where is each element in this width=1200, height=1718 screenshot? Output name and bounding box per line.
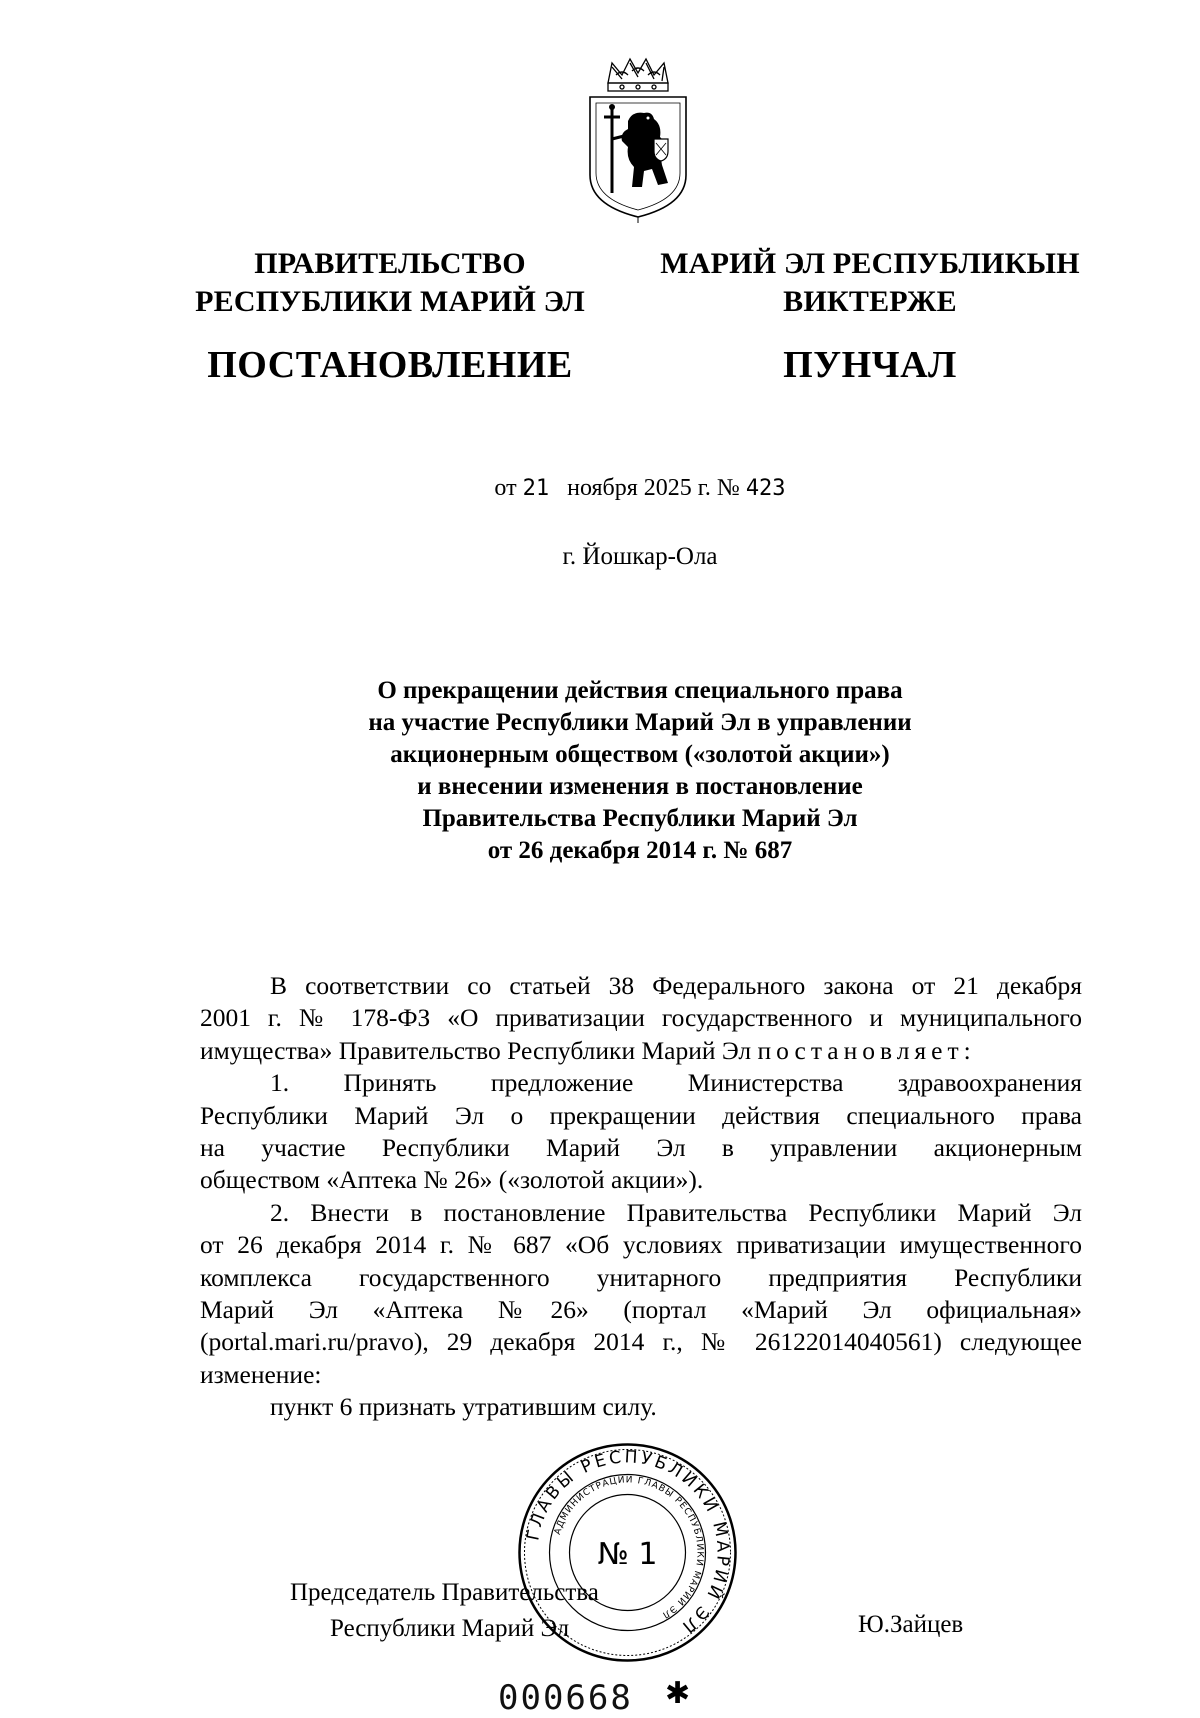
body-line: на участие Республики Марий Эл в управлении акционерным [200,1133,1082,1163]
document-date [200,475,1080,502]
body-line-text: имущества» Правительство Республики Марий Эл [200,1035,752,1065]
document-body [200,970,1082,1424]
title-line: Правительства Республики Марий Эл [422,805,858,832]
title-line: акционерным обществом («золотой акции») [390,741,890,768]
signatory-title-line-1: Председатель Правительства [290,1579,599,1606]
title-line: О прекращении действия специального права [377,677,903,704]
body-line: изменение: [200,1359,322,1389]
document-number: 423 [745,476,786,501]
title-line: и внесении изменения в постановление [417,773,863,800]
body-line: комплекса государственного унитарного предприятия Республики [200,1262,1082,1292]
body-line: 2001 г. № 178-ФЗ «О приватизации государственного и муниципального [200,1003,1082,1033]
seal-inner-text: АДМИНИСТРАЦИИ ГЛАВЫ РЕСПУБЛИКИ МАРИЙ ЭЛ [552,1475,705,1620]
body-line: В соответствии со статьей 38 Федерального закона от 21 декабря [270,971,1082,1000]
body-line [200,1035,1082,1067]
date-month-year: ноября 2025 г. № [567,475,740,501]
body-line: обществом «Аптека № 26» («золотой акции»). [200,1165,704,1195]
document-title [240,675,1040,867]
city: г. Йошкар-Ола [562,543,718,570]
asterisk-mark-icon: ✱ [665,1677,691,1710]
header-russian [180,245,600,387]
org-name-mari-line-2: ВИКТЕРЖЕ [783,285,957,318]
doc-type-mari: ПУНЧАЛ [783,344,957,386]
body-line: Республики Марий Эл о прекращении действия специального права [200,1100,1082,1130]
decree-word: постановляет: [757,1035,976,1065]
seal-outer-text: ГЛАВЫ РЕСПУБЛИКИ МАРИЙ ЭЛ [523,1447,733,1639]
header-mari [640,245,1100,387]
signatory-name: Ю.Зайцев [858,1611,964,1638]
signatory-title-line-2: Республики Марий Эл [330,1615,570,1642]
org-name-line-2: РЕСПУБЛИКИ МАРИЙ ЭЛ [195,285,585,318]
title-line: на участие Республики Марий Эл в управлении [368,709,912,736]
body-line: 2. Внести в постановление Правительства Республики Марий Эл [270,1197,1082,1227]
body-line: пункт 6 признать утратившим силу. [270,1392,657,1422]
body-line: от 26 декабря 2014 г. № 687 «Об условиях приватизации имущественного [200,1230,1082,1260]
date-day: 21 [522,476,550,501]
doc-type-russian: ПОСТАНОВЛЕНИЕ [207,344,573,386]
body-line: (portal.mari.ru/pravo), 29 декабря 2014 г., № 26122014040561) следующее [200,1327,1082,1357]
title-line: от 26 декабря 2014 г. № 687 [487,837,793,864]
org-name-line-1: ПРАВИТЕЛЬСТВО [254,247,526,280]
coat-of-arms-emblem-icon [582,55,694,225]
signatory-title [290,1575,599,1647]
body-line: 1. Принять предложение Министерства здравоохранения [270,1068,1082,1098]
date-prefix: от [494,475,517,501]
body-line: Марий Эл «Аптека №26» (портал «Марий Эл официальная» [200,1295,1082,1325]
org-name-mari-line-1: МАРИЙ ЭЛ РЕСПУБЛИКЫН [660,247,1080,280]
seal-number: № 1 [597,1537,658,1572]
registration-number: 000668 [498,1678,633,1718]
